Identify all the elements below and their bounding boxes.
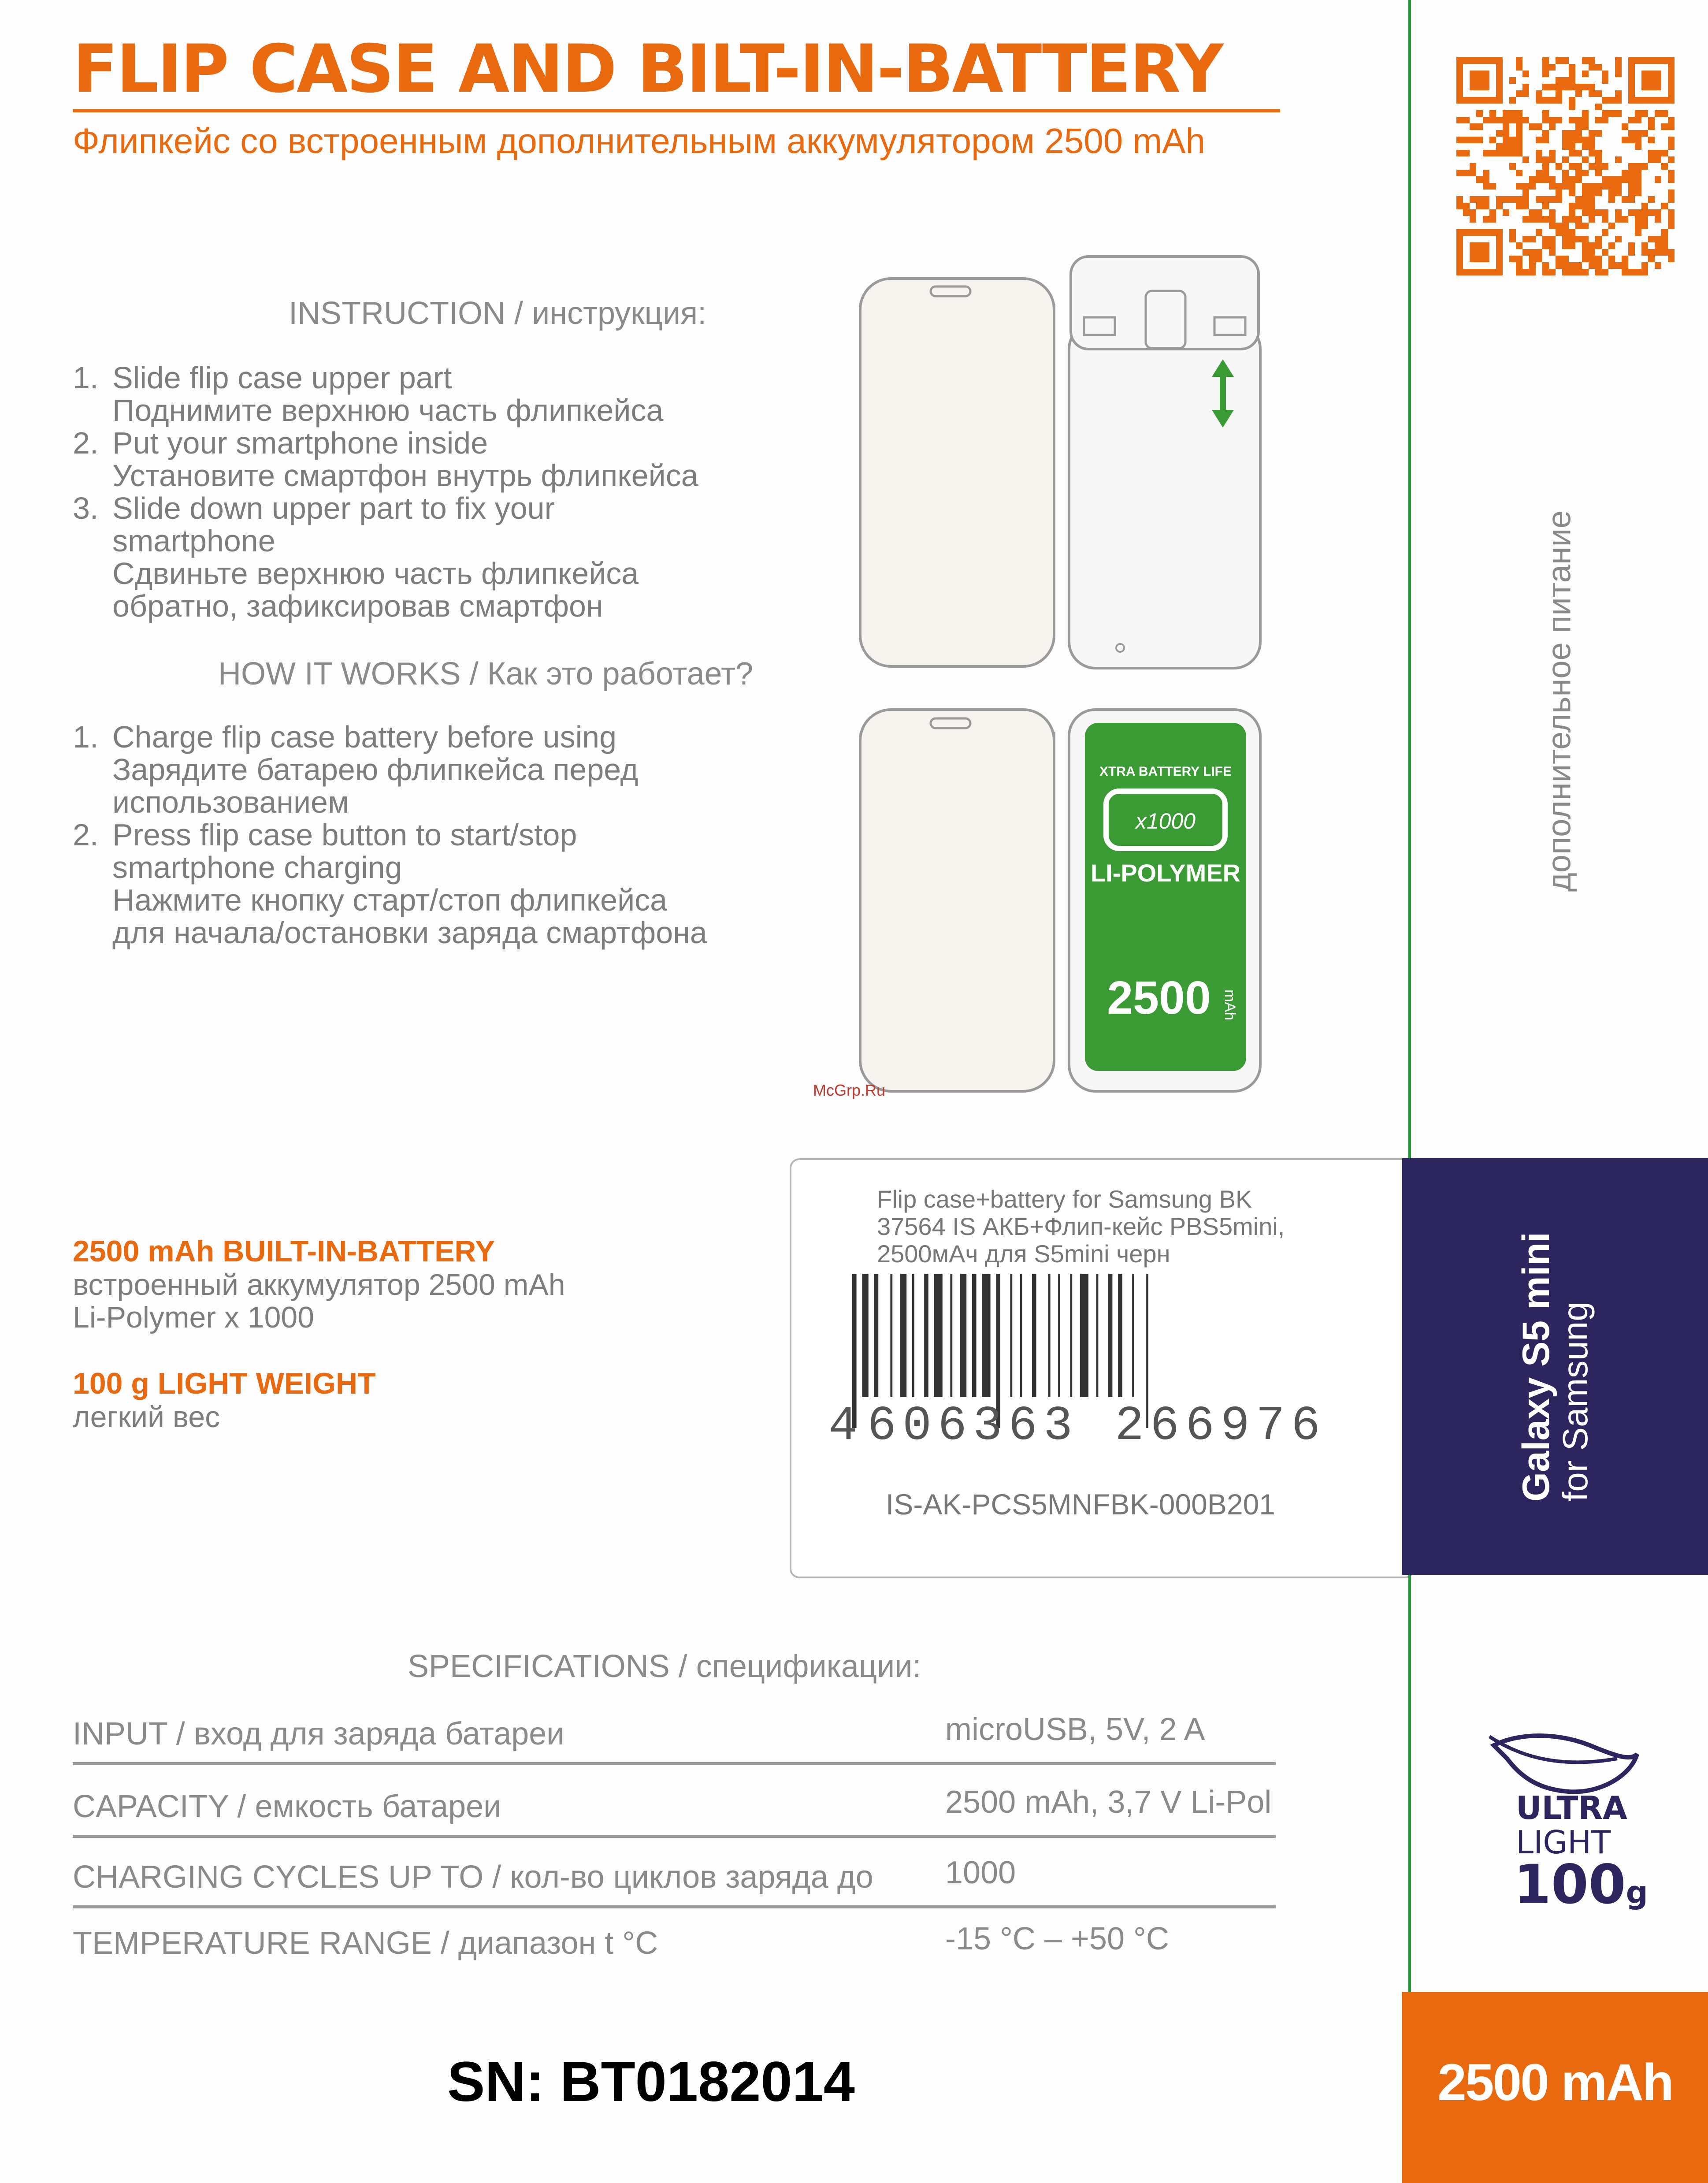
feature-battery-text: встроенный аккумулятор 2500 mAh Li-Polymer x 1000 [73, 1268, 565, 1334]
fold-line [1408, 0, 1411, 2183]
model-brand: for Samsung [1556, 1301, 1595, 1502]
spec-value: 2500 mAh, 3,7 V Li-Pol [945, 1785, 1272, 1820]
battery-unit: mAh [1222, 989, 1238, 1020]
instruction-heading: INSTRUCTION / инструкция: [289, 296, 707, 331]
serial-number: SN: BT0182014 [447, 2050, 855, 2113]
specifications-heading: SPECIFICATIONS / спецификации: [408, 1649, 921, 1684]
page-subtitle: Флипкейс со встроенным дополнительным аккумулятором 2500 mAh [73, 121, 1205, 160]
step-number: 1. [73, 720, 99, 754]
step-number: 2. [73, 426, 99, 460]
spec-value: 1000 [945, 1855, 1016, 1890]
feature-weight-title: 100 g LIGHT WEIGHT [73, 1367, 376, 1400]
barcode [815, 1274, 1379, 1450]
step-text: Slide flip case upper part Поднимите верхнюю часть флипкейса [112, 361, 664, 428]
barcode-bar [1032, 1274, 1036, 1397]
article-code: IS-AK-PCS5MNFBK-000B201 [886, 1488, 1276, 1521]
watermark: McGrp.Ru [813, 1081, 886, 1099]
barcode-digit-first: 4 [828, 1399, 858, 1450]
how-it-works-list [73, 721, 707, 949]
barcode-bar [862, 1274, 868, 1397]
step-text: Put your smartphone inside Установите смартфон внутрь флипкейса [112, 426, 698, 493]
barcode-digits-right: 266976 [1115, 1399, 1327, 1450]
weight-label [1514, 1853, 1648, 1916]
step-text: Charge flip case battery before using Зарядите батарею флипкейса перед использованием [112, 720, 639, 819]
vertical-caption-wrap [1410, 510, 1708, 892]
step-number: 3. [73, 491, 99, 525]
spec-label: INPUT / вход для заряда батареи [73, 1716, 564, 1752]
capacity-badge-text: 2500 mAh [1437, 2053, 1673, 2112]
barcode-bar [900, 1274, 906, 1397]
step-number: 1. [73, 361, 99, 395]
title-divider [73, 109, 1280, 112]
how-it-works-heading: HOW IT WORKS / Как это работает? [218, 656, 754, 692]
barcode-bar [874, 1274, 879, 1397]
table-row [73, 1838, 1276, 1908]
ultra-label: ULTRA [1516, 1789, 1627, 1826]
barcode-bar [1108, 1274, 1113, 1397]
barcode-bar [1118, 1274, 1122, 1397]
barcode-bar [890, 1274, 892, 1397]
barcode-bar [912, 1274, 914, 1397]
list-item [73, 427, 698, 492]
list-item [73, 492, 698, 622]
barcode-bar [1096, 1274, 1099, 1397]
flip-cover [860, 710, 1054, 1091]
barcode-bar [982, 1274, 990, 1397]
barcode-bar [1080, 1274, 1088, 1397]
list-item [73, 818, 707, 949]
table-row [73, 1904, 1276, 1975]
spec-label: CHARGING CYCLES UP TO / кол-во циклов заряда до [73, 1859, 873, 1895]
weight-value: 100 [1514, 1853, 1626, 1916]
step-text: Slide down upper part to fix your smartphone Сдвиньте верхнюю часть флипкейса обратно, зафиксировав смартфон [112, 491, 639, 623]
barcode-bar [972, 1274, 977, 1397]
row-divider [73, 1762, 1276, 1765]
barcode-digits-left: 606363 [867, 1399, 1079, 1450]
weight-unit: g [1626, 1874, 1648, 1911]
feature-weight-text: легкий вес [73, 1400, 220, 1434]
light-label: LIGHT [1516, 1824, 1611, 1861]
barcode-bar [1058, 1274, 1060, 1397]
barcode-bar [934, 1274, 943, 1397]
spec-label: TEMPERATURE RANGE / диапазон t °C [73, 1926, 658, 1961]
table-row [73, 1695, 1276, 1765]
table-row [73, 1767, 1276, 1838]
barcode-bar [960, 1274, 966, 1397]
barcode-bar [1020, 1274, 1022, 1397]
row-divider [73, 1835, 1276, 1838]
flip-cover [860, 279, 1054, 666]
barcode-bar [1132, 1274, 1134, 1397]
product-description: Flip case+battery for Samsung BK 37564 IS АКБ+Флип-кейс PBS5mini, 2500мАч для S5mini черн [877, 1185, 1285, 1268]
model-name: Galaxy S5 mini [1515, 1231, 1557, 1502]
barcode-bar [1070, 1274, 1072, 1397]
battery-type: LI-POLYMER [1090, 859, 1241, 887]
step-text: Press flip case button to start/stop smartphone charging Нажмите кнопку старт/стоп флипкейса для начала/остановки заряда смартфона [112, 818, 707, 950]
battery-capacity: 2500 [1107, 972, 1211, 1024]
barcode-bar [1048, 1274, 1051, 1397]
case-open-illustration [850, 251, 1274, 674]
barcode-bar [1010, 1274, 1012, 1397]
qr-code-icon [1456, 57, 1675, 275]
page-title: FLIP CASE AND BILT-IN-BATTERY [73, 31, 1222, 108]
barcode-bar [950, 1274, 952, 1397]
feature-battery-title: 2500 mAh BUILT-IN-BATTERY [73, 1235, 495, 1268]
battery-cycles: x1000 [1135, 809, 1196, 833]
battery-illustration [850, 701, 1274, 1097]
model-text-wrap [1402, 1158, 1708, 1575]
spec-value: -15 °C – +50 °C [945, 1921, 1169, 1956]
step-number: 2. [73, 818, 99, 852]
list-item [73, 721, 707, 818]
vertical-caption: дополнительное питание [1541, 510, 1578, 892]
list-item [73, 361, 698, 427]
barcode-bar [924, 1274, 928, 1397]
instruction-list [73, 361, 698, 622]
spec-label: CAPACITY / емкость батареи [73, 1789, 501, 1824]
battery-life-label: XTRA BATTERY LIFE [1099, 764, 1232, 779]
spec-value: microUSB, 5V, 2 A [945, 1712, 1205, 1747]
